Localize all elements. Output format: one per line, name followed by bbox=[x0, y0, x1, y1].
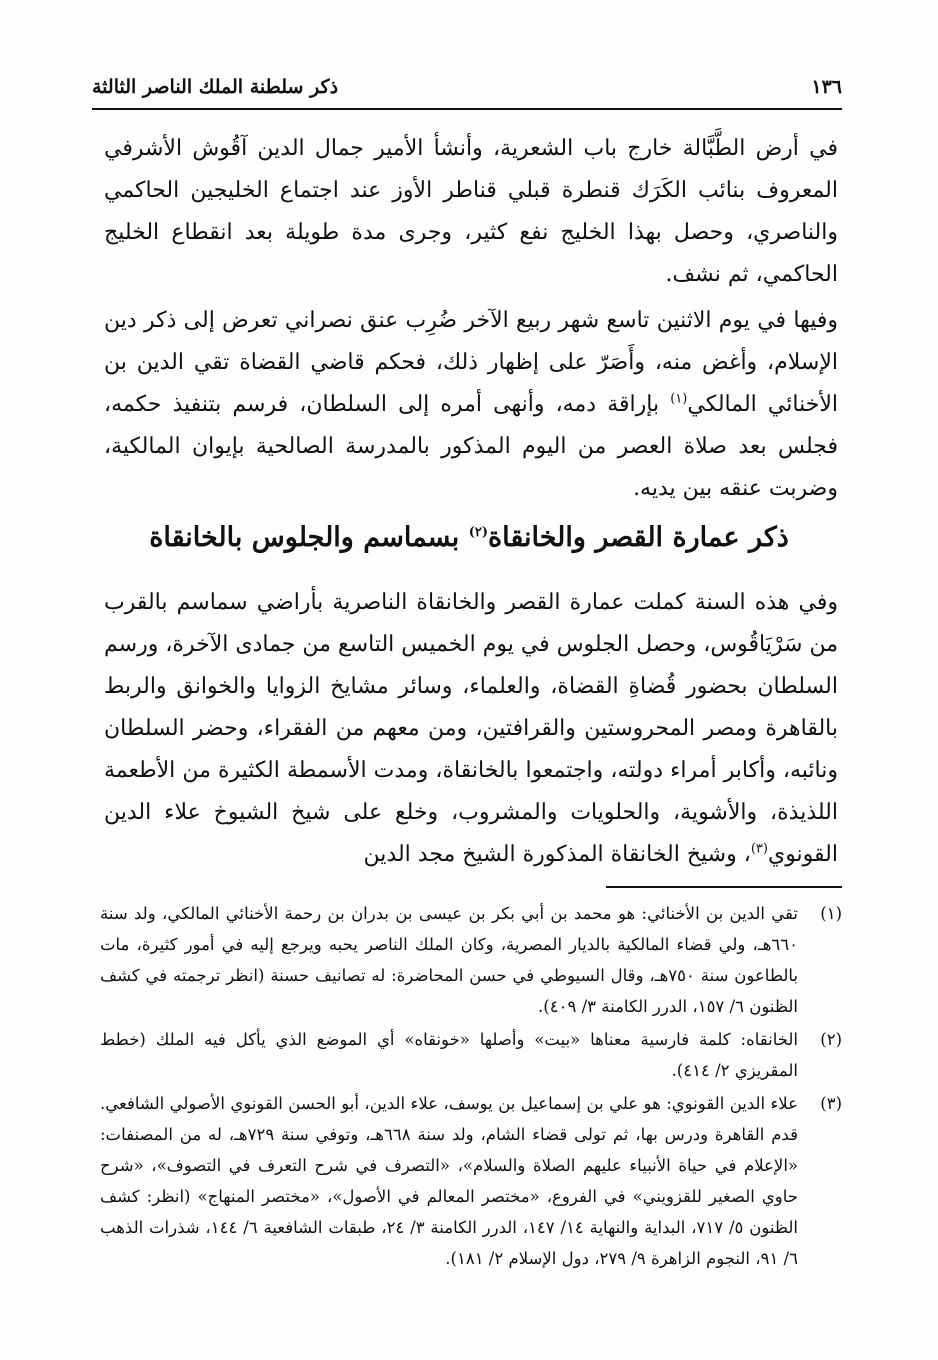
running-title: ذكر سلطنة الملك الناصر الثالثة bbox=[92, 76, 339, 98]
footnote-text: تقي الدين بن الأخنائي: هو محمد بن أبي بكر بن عيسى بن بدران بن رحمة الأخنائي المالكي، ولد سنة ٦٦٠هـ، ولي قضاء المالكية بالديار المصرية، وكان الملك الناصر يحبه ويرجع إليه في أمور كثيرة، مات بالطاعون سنة ٧٥٠هـ، وقال السيوطي في حسن المحاضرة: له تصانيف حسنة (انظر ترجمته في كشف الظنون ٦/ ١٥٧، الدرر الكامنة ٣/ ٤٠٩). bbox=[100, 904, 798, 1016]
footnote-text: علاء الدين القونوي: هو علي بن إسماعيل بن يوسف، علاء الدين، أبو الحسن القونوي الأصولي الشافعي. قدم القاهرة ودرس بها، ثم تولى قضاء الشام، ولد سنة ٦٦٨هـ، وتوفي سنة ٧٢٩هـ، له من المصنفات: «الإعلام في حياة الأنبياء عليهم الصلاة والسلام»، «التصرف في شرح التعرف في التصوف»، «شرح حاوي الصغير للقزويني» في الفروع، «مختصر المعالم في الأصول»، «مختصر المنهاج» (انظر: كشف الظنون ٥/ ٧١٧، البداية والنهاية ١٤/ ١٤٧، الدرر الكامنة ٣/ ٢٤، طبقات الشافعية ٦/ ١٤٤، شذرات الذهب ٦/ ٩١، النجوم الزاهرة ٩/ ٢٧٩، دول الإسلام ٢/ ١٨١). bbox=[100, 1094, 798, 1268]
paragraph-2-text-a: وفيها في يوم الاثنين تاسع شهر ربيع الآخر ضُرِب عنق نصراني تعرض إلى ذكر دين الإسلام، وأغض منه، وأَصَرّ على إظهار ذلك، فحكم قاضي القضاة تقي الدين بن الأخنائي المالكي bbox=[104, 308, 838, 417]
section-heading-text-a: ذكر عمارة القصر والخانقاة bbox=[487, 522, 789, 553]
footnote-divider bbox=[606, 886, 842, 888]
footnote-ref-2: (٢) bbox=[468, 525, 488, 540]
paragraph-2-text-b: بإراقة دمه، وأنهى أمره إلى السلطان، فرسم بتنفيذ حكمه، فجلس بعد صلاة العصر من اليوم المذكور بالمدرسة الصالحية بإيوان المالكية، وضربت عنقه بين يديه. bbox=[104, 392, 838, 501]
paragraph-3-text-a: وفي هذه السنة كملت عمارة القصر والخانقاة الناصرية بأراضي سماسم بالقرب من سَرْيَاقُوس، وحصل الجلوس في يوم الخميس التاسع من جمادى الآخرة، ورسم السلطان بحضور قُضاةِ القضاة، والعلماء، وسائر مشايخ الزوايا والخوانق والربط بالقاهرة ومصر المحروستين والقرافتين، ومن معهم من الفقراء، وحضر السلطان ونائبه، وأكابر أمراء دولته، واجتمعوا بالخانقاة، ومدت الأسمطة الكثيرة من الأطعمة اللذيذة، والأشوية، والحلويات والمشروب، وخلع على شيخ الشيوخ علاء الدين القونوي bbox=[104, 590, 838, 867]
header-divider bbox=[92, 108, 842, 110]
footnotes-section bbox=[100, 898, 842, 1276]
footnote bbox=[100, 898, 842, 1022]
footnote bbox=[100, 1088, 842, 1274]
footnote-number: (٣) bbox=[820, 1094, 842, 1113]
footnote bbox=[100, 1024, 842, 1086]
footnote-ref-3: (٣) bbox=[750, 841, 768, 857]
paragraph-3-text-b: ، وشيخ الخانقاة المذكورة الشيخ مجد الدين bbox=[363, 842, 751, 867]
section-heading bbox=[100, 518, 838, 558]
paragraph-1: في أرض الطَّبَّالة خارج باب الشعرية، وأنشأ الأمير جمال الدين آقُوش الأشرفي المعروف بنائب الكَرَك قنطرة قبلي قناطر الأوز عند اجتماع الخليجين الحاكمي والناصري، وحصل بهذا الخليج نفع كثير، وجرى مدة طويلة بعد انقطاع الخليج الحاكمي، ثم نشف. bbox=[104, 136, 838, 287]
paragraph-3 bbox=[104, 582, 838, 876]
footnote-number: (١) bbox=[820, 904, 842, 923]
footnote-ref-1: (١) bbox=[670, 391, 688, 407]
section-heading-text-b: بسماسم والجلوس بالخانقاة bbox=[149, 522, 469, 553]
footnote-text: الخانقاه: كلمة فارسية معناها «بيت» وأصلها «خونقاه» أي الموضع الذي يأكل فيه الملك (خطط المقريزي ٢/ ٤١٤). bbox=[100, 1030, 798, 1080]
paragraph-2 bbox=[104, 300, 838, 510]
page-number: ١٣٦ bbox=[811, 76, 842, 98]
footnote-number: (٢) bbox=[820, 1030, 842, 1049]
page-header bbox=[92, 72, 842, 102]
